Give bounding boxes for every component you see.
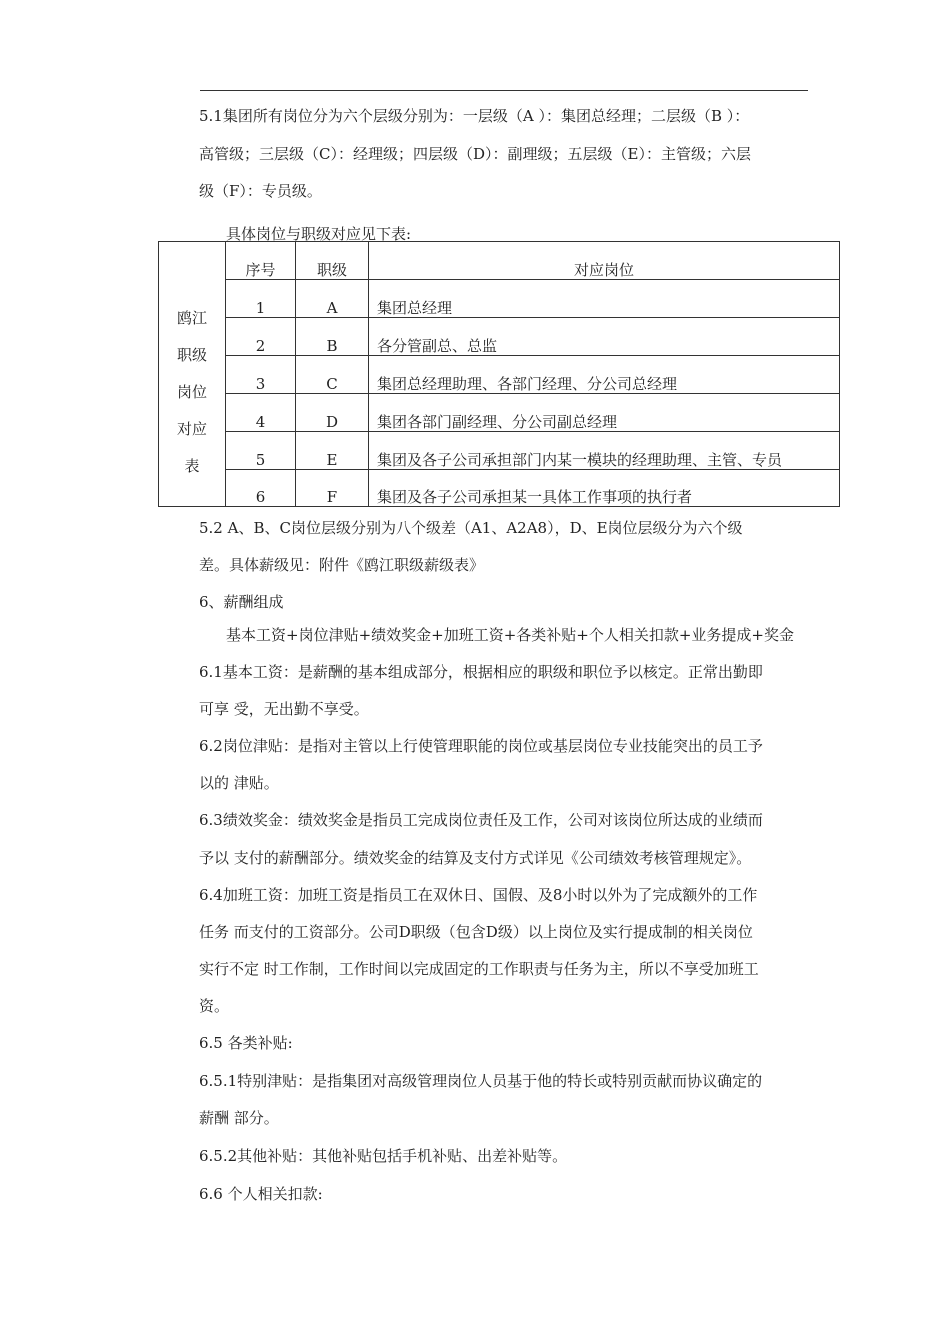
para-6-2-line1: 6.2岗位津贴：是指对主管以上行使管理职能的岗位或基层岗位专业技能突出的员工予 [199, 737, 763, 755]
table-row [159, 318, 840, 356]
para-6-4-line4: 资。 [199, 997, 230, 1015]
row-grade: C [326, 374, 338, 393]
table-row [159, 470, 840, 507]
table-row [159, 432, 840, 470]
table-row [159, 356, 840, 394]
row-no: 1 [255, 298, 266, 317]
side-label-line: 对应 [176, 420, 207, 438]
para-6-5-2-line1: 6.5.2其他补贴：其他补贴包括手机补贴、出差补贴等。 [199, 1147, 568, 1165]
para-6-1-line1: 6.1基本工资：是薪酬的基本组成部分，根据相应的职级和职位予以核定。正常出勤即 [199, 663, 763, 681]
row-position: 集团总经理 [377, 298, 453, 317]
side-label-line: 表 [184, 457, 200, 475]
row-no: 5 [255, 450, 266, 469]
section-6-heading: 6、薪酬组成 [199, 593, 284, 611]
table-row [159, 394, 840, 432]
row-position: 集团各部门副经理、分公司副总经理 [377, 412, 618, 431]
para-6-6-heading: 6.6 个人相关扣款: [199, 1185, 323, 1203]
para-6-5-heading: 6.5 各类补贴: [199, 1034, 293, 1052]
para-6-5-1-line1: 6.5.1特别津贴：是指集团对高级管理岗位人员基于他的特长或特别贡献而协议确定的 [199, 1072, 763, 1090]
table-intro: 具体岗位与职级对应见下表: [226, 225, 412, 243]
table-side-label [159, 242, 226, 507]
side-label-line: 职级 [176, 346, 207, 364]
para-6-5-1-line2: 薪酬 部分。 [199, 1109, 279, 1127]
header-rule [200, 90, 808, 91]
header-no: 序号 [245, 260, 276, 279]
row-position: 集团及各子公司承担某一具体工作事项的执行者 [377, 488, 693, 506]
row-position: 集团总经理助理、各部门经理、分公司总经理 [377, 374, 678, 393]
row-grade: F [326, 488, 338, 506]
section-6-formula: 基本工资+岗位津贴+绩效奖金+加班工资+各类补贴+个人相关扣款+业务提成+奖金 [226, 626, 794, 644]
para-6-2-line2: 以的 津贴。 [199, 774, 279, 792]
row-no: 6 [255, 488, 266, 506]
para-6-3-line1: 6.3绩效奖金：绩效奖金是指员工完成岗位责任及工作，公司对该岗位所达成的业绩而 [199, 811, 763, 829]
row-no: 3 [255, 374, 266, 393]
row-position: 集团及各子公司承担部门内某一模块的经理助理、主管、专员 [377, 450, 783, 469]
row-no: 2 [255, 336, 266, 355]
para-5-1-line1: 5.1集团所有岗位分为六个层级分别为：一层级（A ）：集团总经理；二层级（B ）： [199, 107, 750, 125]
side-label-line: 岗位 [176, 383, 207, 401]
para-6-4-line3: 实行不定 时工作制，工作时间以完成固定的工作职责与任务为主，所以不享受加班工 [199, 960, 759, 978]
table-header-row [159, 242, 840, 280]
para-6-4-line2: 任务 而支付的工资部分。公司D职级（包含D级）以上岗位及实行提成制的相关岗位 [199, 923, 753, 941]
para-5-2-line1: 5.2 A、B、C岗位层级分别为八个级差（A1、A2A8），D、E岗位层级分为六个级 [199, 519, 743, 537]
row-grade: E [326, 450, 338, 469]
row-grade: B [326, 336, 338, 355]
para-5-2-line2: 差。具体薪级见：附件《鸥江职级薪级表》 [199, 556, 485, 574]
header-grade: 职级 [316, 260, 347, 279]
row-grade: A [326, 298, 338, 317]
para-6-4-line1: 6.4加班工资：加班工资是指员工在双休日、国假、及8小时以外为了完成额外的工作 [199, 886, 758, 904]
table-row [159, 280, 840, 318]
row-no: 4 [255, 412, 266, 431]
para-5-1-line2: 高管级；三层级（C）：经理级；四层级（D）：副理级；五层级（E）：主管级；六层 [199, 145, 751, 163]
row-position: 各分管副总、总监 [377, 336, 498, 355]
row-grade: D [325, 412, 339, 431]
side-label-line: 鸥江 [176, 309, 207, 327]
para-6-1-line2: 可享 受，无出勤不享受。 [199, 700, 369, 718]
para-6-3-line2: 予以 支付的薪酬部分。绩效奖金的结算及支付方式详见《公司绩效考核管理规定》。 [199, 849, 752, 867]
grade-position-table [158, 241, 840, 507]
header-position: 对应岗位 [573, 260, 634, 279]
para-5-1-line3: 级（F）：专员级。 [199, 182, 322, 200]
